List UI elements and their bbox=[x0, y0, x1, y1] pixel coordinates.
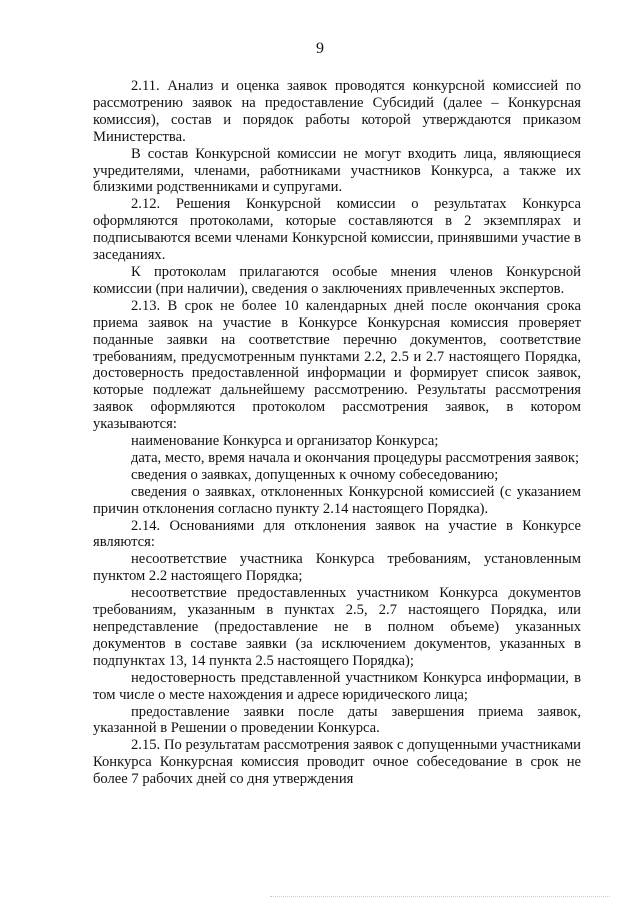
list-item-documents-mismatch: несоответствие предоставленных участником Конкурса документов требованиям, указанным в пунктах 2.5, 2.7 настоящего Порядка, или непредставление (предоставление не в полном объеме) указанных документов в составе заявки (за исключением документов, указанных в подпунктах 13, 14 пункта 2.5 настоящего Порядка); bbox=[93, 585, 581, 669]
list-item-contest-name: наименование Конкурса и организатор Конкурса; bbox=[131, 433, 439, 450]
list-item-participant-mismatch: несоответствие участника Конкурса требованиям, установленным пунктом 2.2 настоящего Порядка; bbox=[93, 551, 581, 585]
paragraph-commission-composition: В состав Конкурсной комиссии не могут входить лица, являющиеся учредителями, членами, работниками участников Конкурса, а также их близкими родственниками и супругами. bbox=[93, 145, 581, 196]
paragraph-protocol-attachments: К протоколам прилагаются особые мнения членов Конкурсной комиссии (при наличии), сведения о заключениях привлеченных экспертов. bbox=[93, 263, 581, 297]
paragraph-2-12: 2.12. Решения Конкурсной комиссии о результатах Конкурса оформляются протоколами, которые составляются в 2 экземплярах и подписываются всеми членами Конкурсной комиссии, принявшими участие в заседаниях. bbox=[93, 196, 581, 264]
page-number: 9 bbox=[316, 40, 324, 57]
list-item-late-submission: предоставление заявки после даты завершения приема заявок, указанной в Решении о проведении Конкурса. bbox=[93, 703, 581, 737]
paragraph-2-11: 2.11. Анализ и оценка заявок проводятся конкурсной комиссией по рассмотрению заявок на предоставление Субсидий (далее – Конкурсная комиссия), состав и порядок работы которой утверждаются приказом Министерства. bbox=[93, 78, 581, 145]
list-item-unreliable-info: недостоверность представленной участником Конкурса информации, в том числе о месте нахождения и адресе юридического лица; bbox=[93, 669, 581, 703]
paragraph-2-13: 2.13. В срок не более 10 календарных дней после окончания срока приема заявок на участие в Конкурсе Конкурсная комиссия проверяет поданные заявки на соответствие перечню документов, соответствие требованиям, предусмотренным пунктами 2.2, 2.5 и 2.7 настоящего Порядка, достоверность предоставленной информации и формирует список заявок, которые подлежат дальнейшему рассмотрению. Результаты рассмотрения заявок оформляются протоколом рассмотрения заявок, в котором указываются: bbox=[93, 297, 581, 433]
document-body bbox=[93, 78, 581, 788]
paragraph-2-15: 2.15. По результатам рассмотрения заявок с допущенными участниками Конкурса Конкурсная комиссия проводит очное собеседование в срок не более 7 рабочих дней со дня утверждения bbox=[93, 737, 581, 788]
list-item-review-date: дата, место, время начала и окончания процедуры рассмотрения заявок; bbox=[131, 449, 580, 466]
paragraph-2-14: 2.14. Основаниями для отклонения заявок на участие в Конкурсе являются: bbox=[93, 517, 581, 551]
scan-artifact bbox=[270, 896, 610, 899]
list-item-rejected-applications: сведения о заявках, отклоненных Конкурсной комиссией (с указанием причин отклонения согласно пункту 2.14 настоящего Порядка). bbox=[93, 483, 581, 517]
list-item-admitted-applications: сведения о заявках, допущенных к очному собеседованию; bbox=[131, 466, 499, 483]
